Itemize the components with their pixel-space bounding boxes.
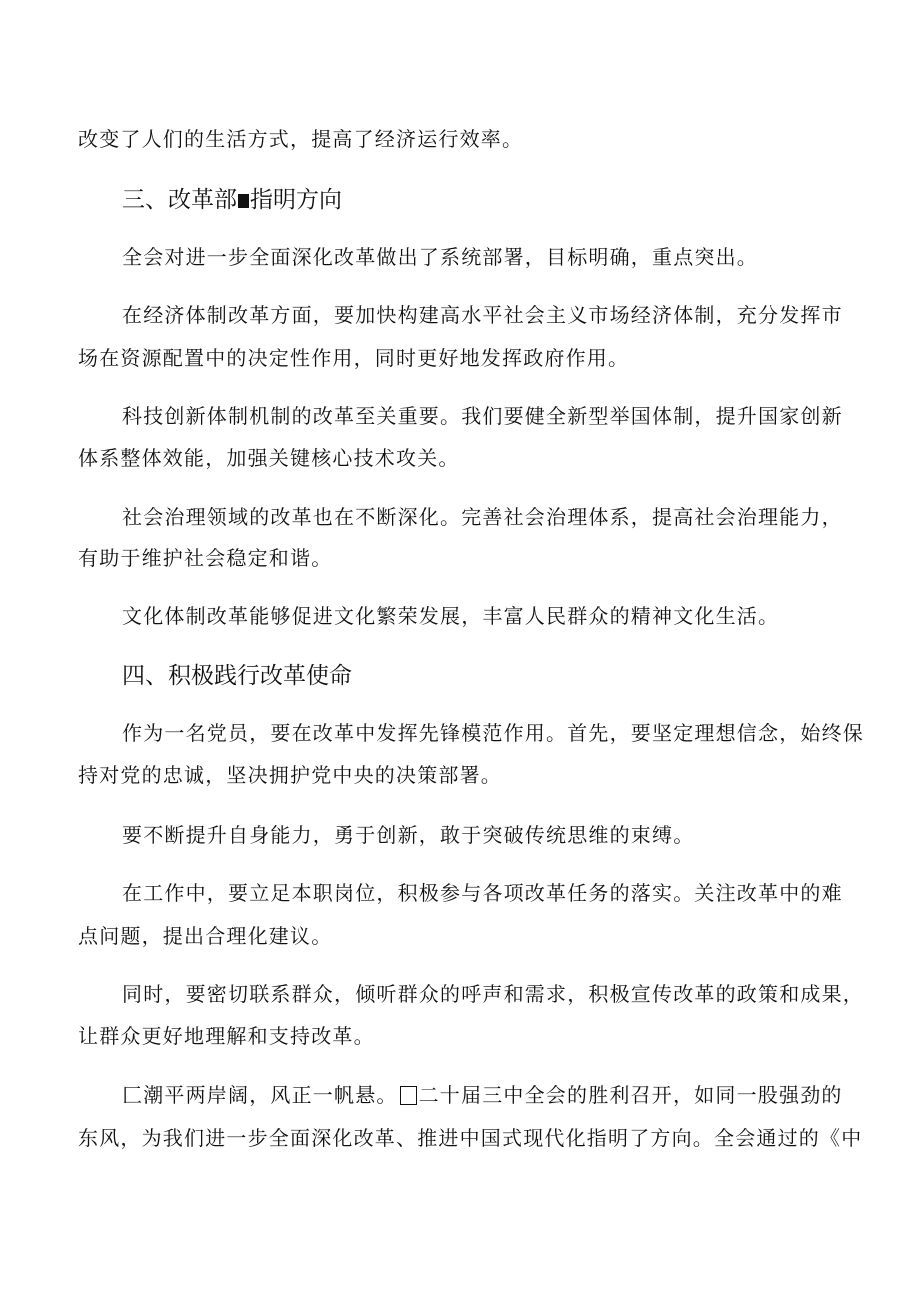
- paragraph-text-part: 匚潮平两岸阔，风正一帆悬。: [122, 1083, 398, 1107]
- heading-text-part: 三、改革部: [122, 187, 237, 213]
- missing-glyph-icon: [400, 1086, 417, 1105]
- paragraph-line: 持对党的忠诚，坚决拥护党中央的决策部署。: [78, 763, 502, 787]
- paragraph-line: 东风，为我们进一步全面深化改革、推进中国式现代化指明了方向。全会通过的《中: [78, 1126, 863, 1150]
- paragraph-line: 在经济体制改革方面，要加快构建高水平社会主义市场经济体制，充分发挥市: [122, 303, 843, 327]
- paragraph-line: 场在资源配置中的决定性作用，同时更好地发挥政府作用。: [78, 346, 630, 370]
- paragraph-line: 让群众更好地理解和支持改革。: [78, 1024, 375, 1048]
- paragraph-text-part: 二十届三中全会的胜利召开，如同一股强劲的: [418, 1083, 843, 1107]
- paragraph-line: 改变了人们的生活方式，提高了经济运行效率。: [78, 127, 524, 151]
- paragraph-line: 社会治理领域的改革也在不断深化。完善社会治理体系，提高社会治理能力，: [122, 505, 843, 529]
- paragraph-line: 科技创新体制机制的改革至关重要。我们要健全新型举国体制，提升国家创新: [122, 404, 843, 428]
- heading-text-part: 指明方向: [250, 187, 342, 213]
- paragraph-line: [0, 1080, 920, 1110]
- paragraph-line: 在工作中，要立足本职岗位，积极参与各项改革任务的落实。关注改革中的难: [122, 881, 843, 905]
- paragraph-line: 文化体制改革能够促进文化繁荣发展，丰富人民群众的精神文化生活。: [122, 604, 780, 628]
- section-heading-3: [122, 184, 342, 216]
- paragraph-line: 作为一名党员，要在改革中发挥先锋模范作用。首先，要坚定理想信念，始终保: [122, 721, 864, 745]
- paragraph-line: 有助于维护社会稳定和谐。: [78, 546, 333, 570]
- paragraph-line: 点问题，提出合理化建议。: [78, 924, 333, 948]
- paragraph-line: 全会对进一步全面深化改革做出了系统部署，目标明确，重点突出。: [122, 245, 758, 269]
- redacted-glyph-icon: [238, 194, 249, 208]
- paragraph-line: 同时，要密切联系群众，倾听群众的呼声和需求，积极宣传改革的政策和成果，: [122, 982, 864, 1006]
- paragraph-line: 体系整体效能，加强关键核心技术攻关。: [78, 446, 460, 470]
- section-heading-4: 四、积极践行改革使命: [122, 663, 352, 689]
- paragraph-line: 要不断提升自身能力，勇于创新，敢于突破传统思维的束缚。: [122, 823, 695, 847]
